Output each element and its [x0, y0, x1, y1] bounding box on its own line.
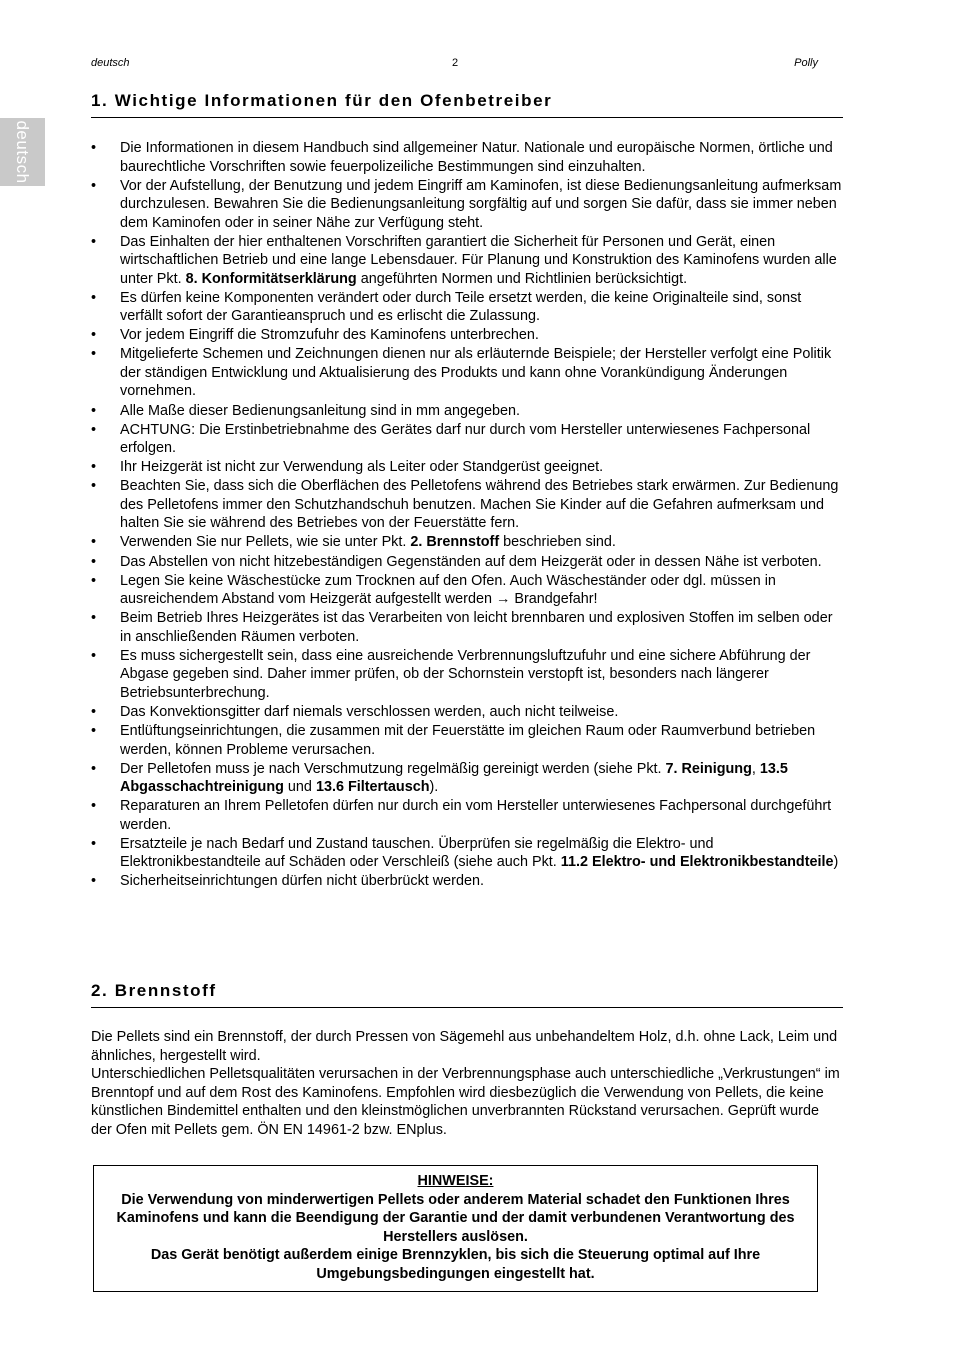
list-item-text: ACHTUNG: Die Erstinbetriebnahme des Gerätes darf nur durch vom Hersteller unterwiesenes Fachpersonal erfolgen.: [120, 421, 811, 457]
fuel-paragraph-1: Die Pellets sind ein Brennstoff, der durch Pressen von Sägemehl aus unbehandeltem Holz, d.h. ohne Lack, Leim und ähnliches, hergestellt wird.: [91, 1029, 838, 1064]
bold-reference: 13.5 Abgasschachtreinigung: [120, 760, 788, 796]
notice-text-2: Das Gerät benötigt außerdem einige Brennzyklen, bis sich die Steuerung optimal auf Ihre Umgebungsbedingungen eingestellt hat.: [150, 1247, 761, 1282]
list-item-text: beschrieben sind.: [499, 534, 616, 551]
list-item-text: Alle Maße dieser Bedienungsanleitung sind in mm angegeben.: [120, 402, 520, 419]
list-item: [91, 326, 843, 345]
list-item-text: Ihr Heizgerät ist nicht zur Verwendung als Leiter oder Standgerüst geeignet.: [120, 459, 604, 476]
list-item-text: Das Einhalten der hier enthaltenen Vorschriften garantiert die Sicherheit für Personen und Gerät, einen wirtschaftlichen Betrieb und eine lange Lebensdauer. Für Planung und Konstruktion des Kaminofens wurden alle unter Pkt.: [120, 233, 837, 287]
side-tab-label: deutsch: [13, 120, 32, 184]
list-item-text: Beim Betrieb Ihres Heizgerätes ist das Verarbeiten von leicht brennbaren und explosiven Stoffen im selben oder in anschließenden Räumen verboten.: [120, 610, 833, 645]
list-item: [91, 233, 843, 289]
list-item: [91, 402, 843, 421]
list-item: [91, 722, 843, 759]
list-item-text: Vor jedem Eingriff die Stromzufuhr des Kaminofens unterbrechen.: [120, 327, 539, 344]
list-item-text: Die Informationen in diesem Handbuch sind allgemeiner Natur. Nationale und europäische Normen, örtliche und baurechtliche Vorschriften sowie feuerpolizeiliche Bestimmungen sind einzuhalten.: [120, 140, 833, 175]
list-item-text: Beachten Sie, dass sich die Oberflächen des Pelletofens während des Betriebes stark erwärmen. Zur Bedienung des Pelletofens immer den Schutzhandschuh benutzen. Machen Sie Kinder auf die Gefahren aufmerksam und halten Sie sie während des Betriebes von der Feuerstätte fern.: [120, 478, 839, 532]
safety-information-list: [91, 139, 843, 891]
bold-reference: 13.6 Filtertausch: [315, 779, 430, 796]
list-item-text: Vor der Aufstellung, der Benutzung und jedem Eingriff am Kaminofen, ist diese Bedienungsanleitung aufmerksam durchzulesen. Bewahren Sie die Bedienungsanleitung sorgfältig auf und sorgen Sie dafür, dass sie immer neben dem Kaminofen oder in seiner Nähe zur Verfügung steht.: [120, 177, 842, 231]
list-item: [91, 477, 843, 533]
list-item-text: ,: [751, 760, 760, 777]
list-item-text: Das Abstellen von nicht hitzebeständigen Gegenständen auf dem Heizgerät oder in dessen Nähe ist verboten.: [120, 553, 822, 570]
list-item: [91, 797, 843, 834]
list-item: [91, 835, 843, 872]
bold-reference: 7. Reinigung: [665, 760, 752, 777]
list-item: [91, 553, 843, 572]
list-item-text: Verwenden Sie nur Pellets, wie sie unter Pkt.: [120, 534, 411, 551]
notice-box: [93, 1165, 818, 1292]
list-item-text: und: [283, 779, 316, 796]
language-side-tab: [0, 118, 45, 186]
list-item-text: Das Konvektionsgitter darf niemals verschlossen werden, auch nicht teilweise.: [120, 703, 619, 720]
section-1-title: 1. Wichtige Informationen für den Ofenbetreiber: [91, 91, 843, 118]
list-item-text: Es muss sichergestellt sein, dass eine ausreichende Verbrennungsluftzufuhr und eine sichere Abführung der Abgase gegeben sind. Daher immer prüfen, ob der Schornstein verstopft ist, besonders nach längerer Betriebsunterbrechung.: [120, 647, 811, 701]
list-item-text: ).: [429, 779, 439, 796]
list-item-text: Entlüftungseinrichtungen, die zusammen mit der Feuerstätte im gleichen Raum oder Raumverbund betrieben werden, können Probleme verursachen.: [120, 723, 816, 758]
list-item-text: angeführten Normen und Richtlinien berücksichtigt.: [356, 270, 688, 287]
list-item-text: Sicherheitseinrichtungen dürfen nicht überbrückt werden.: [120, 873, 484, 890]
bold-reference: 2. Brennstoff: [410, 534, 500, 551]
list-item: [91, 872, 843, 891]
list-item-text: Reparaturen an Ihrem Pelletofen dürfen nur durch ein vom Hersteller unterwiesenes Fachpersonal durchgeführt werden.: [120, 798, 832, 833]
list-item: [91, 533, 843, 552]
list-item: [91, 703, 843, 722]
list-item: [91, 139, 843, 176]
header-page-number: 2: [451, 57, 459, 69]
fuel-paragraph-2: Unterschiedlichen Pelletsqualitäten verursachen in der Verbrennungsphase auch unterschiedliche „Verkrustungen“ im Brenntopf und auf dem Rost des Kaminofens. Empfohlen wird diesbezüglich die Verwendung von Pellets, die keine künstlichen Bindemittel enthalten und den kleinstmöglichen unverbrannten Rückstand verursachen. Geprüft wurde der Ofen mit Pellets gem. ÖN EN 14961-2 bzw. ENplus.: [91, 1066, 840, 1138]
list-item: [91, 647, 843, 703]
list-item-text: Der Pelletofen muss je nach Verschmutzung regelmäßig gereinigt werden (siehe Pkt.: [120, 760, 666, 777]
list-item: [91, 572, 843, 609]
bold-reference: 8. Konformitätserklärung: [185, 270, 357, 287]
list-item: [91, 421, 843, 458]
fuel-description: [91, 1028, 843, 1139]
notice-text-1: Die Verwendung von minderwertigen Pellets oder anderem Material schadet den Funktionen Ihres Kaminofens und kann die Beendigung der Garantie und der damit verbundenen Verantwortung des Herstellers auslösen.: [116, 1191, 795, 1245]
header-model: Polly: [794, 57, 818, 69]
list-item: [91, 345, 843, 401]
header-language: deutsch: [91, 57, 130, 69]
list-item: [91, 760, 843, 797]
notice-heading: HINWEISE:: [417, 1173, 494, 1189]
list-item-text: Es dürfen keine Komponenten verändert oder durch Teile ersetzt werden, die keine Originalteile sind, sonst verfällt sofort der Garantieanspruch und es erlischt die Zulassung.: [120, 289, 802, 325]
list-item: [91, 289, 843, 326]
list-item-text: ): [833, 854, 839, 871]
list-item-text: Legen Sie keine Wäschestücke zum Trocknen auf den Ofen. Auch Wäscheständer oder dgl. müssen in ausreichendem Abstand vom Heizgerät aufgestellt werden → Brandgefahr!: [120, 572, 776, 608]
list-item-text: Mitgelieferte Schemen und Zeichnungen dienen nur als erläuternde Beispiele; der Hersteller verfolgt eine Politik der ständigen Entwicklung und Aktualisierung des Produkts und kann ohne Vorankündigung Änderungen vornehmen.: [120, 346, 832, 400]
list-item: [91, 458, 843, 477]
section-2-title: 2. Brennstoff: [91, 981, 843, 1008]
bold-reference: 11.2 Elektro- und Elektronikbestandteile: [560, 854, 834, 871]
list-item-text: Ersatzteile je nach Bedarf und Zustand tauschen. Überprüfen sie regelmäßig die Elektro- und Elektronikbestandteile auf Schäden oder Verschleiß (siehe auch Pkt.: [120, 835, 714, 871]
list-item: [91, 609, 843, 646]
list-item: [91, 177, 843, 233]
